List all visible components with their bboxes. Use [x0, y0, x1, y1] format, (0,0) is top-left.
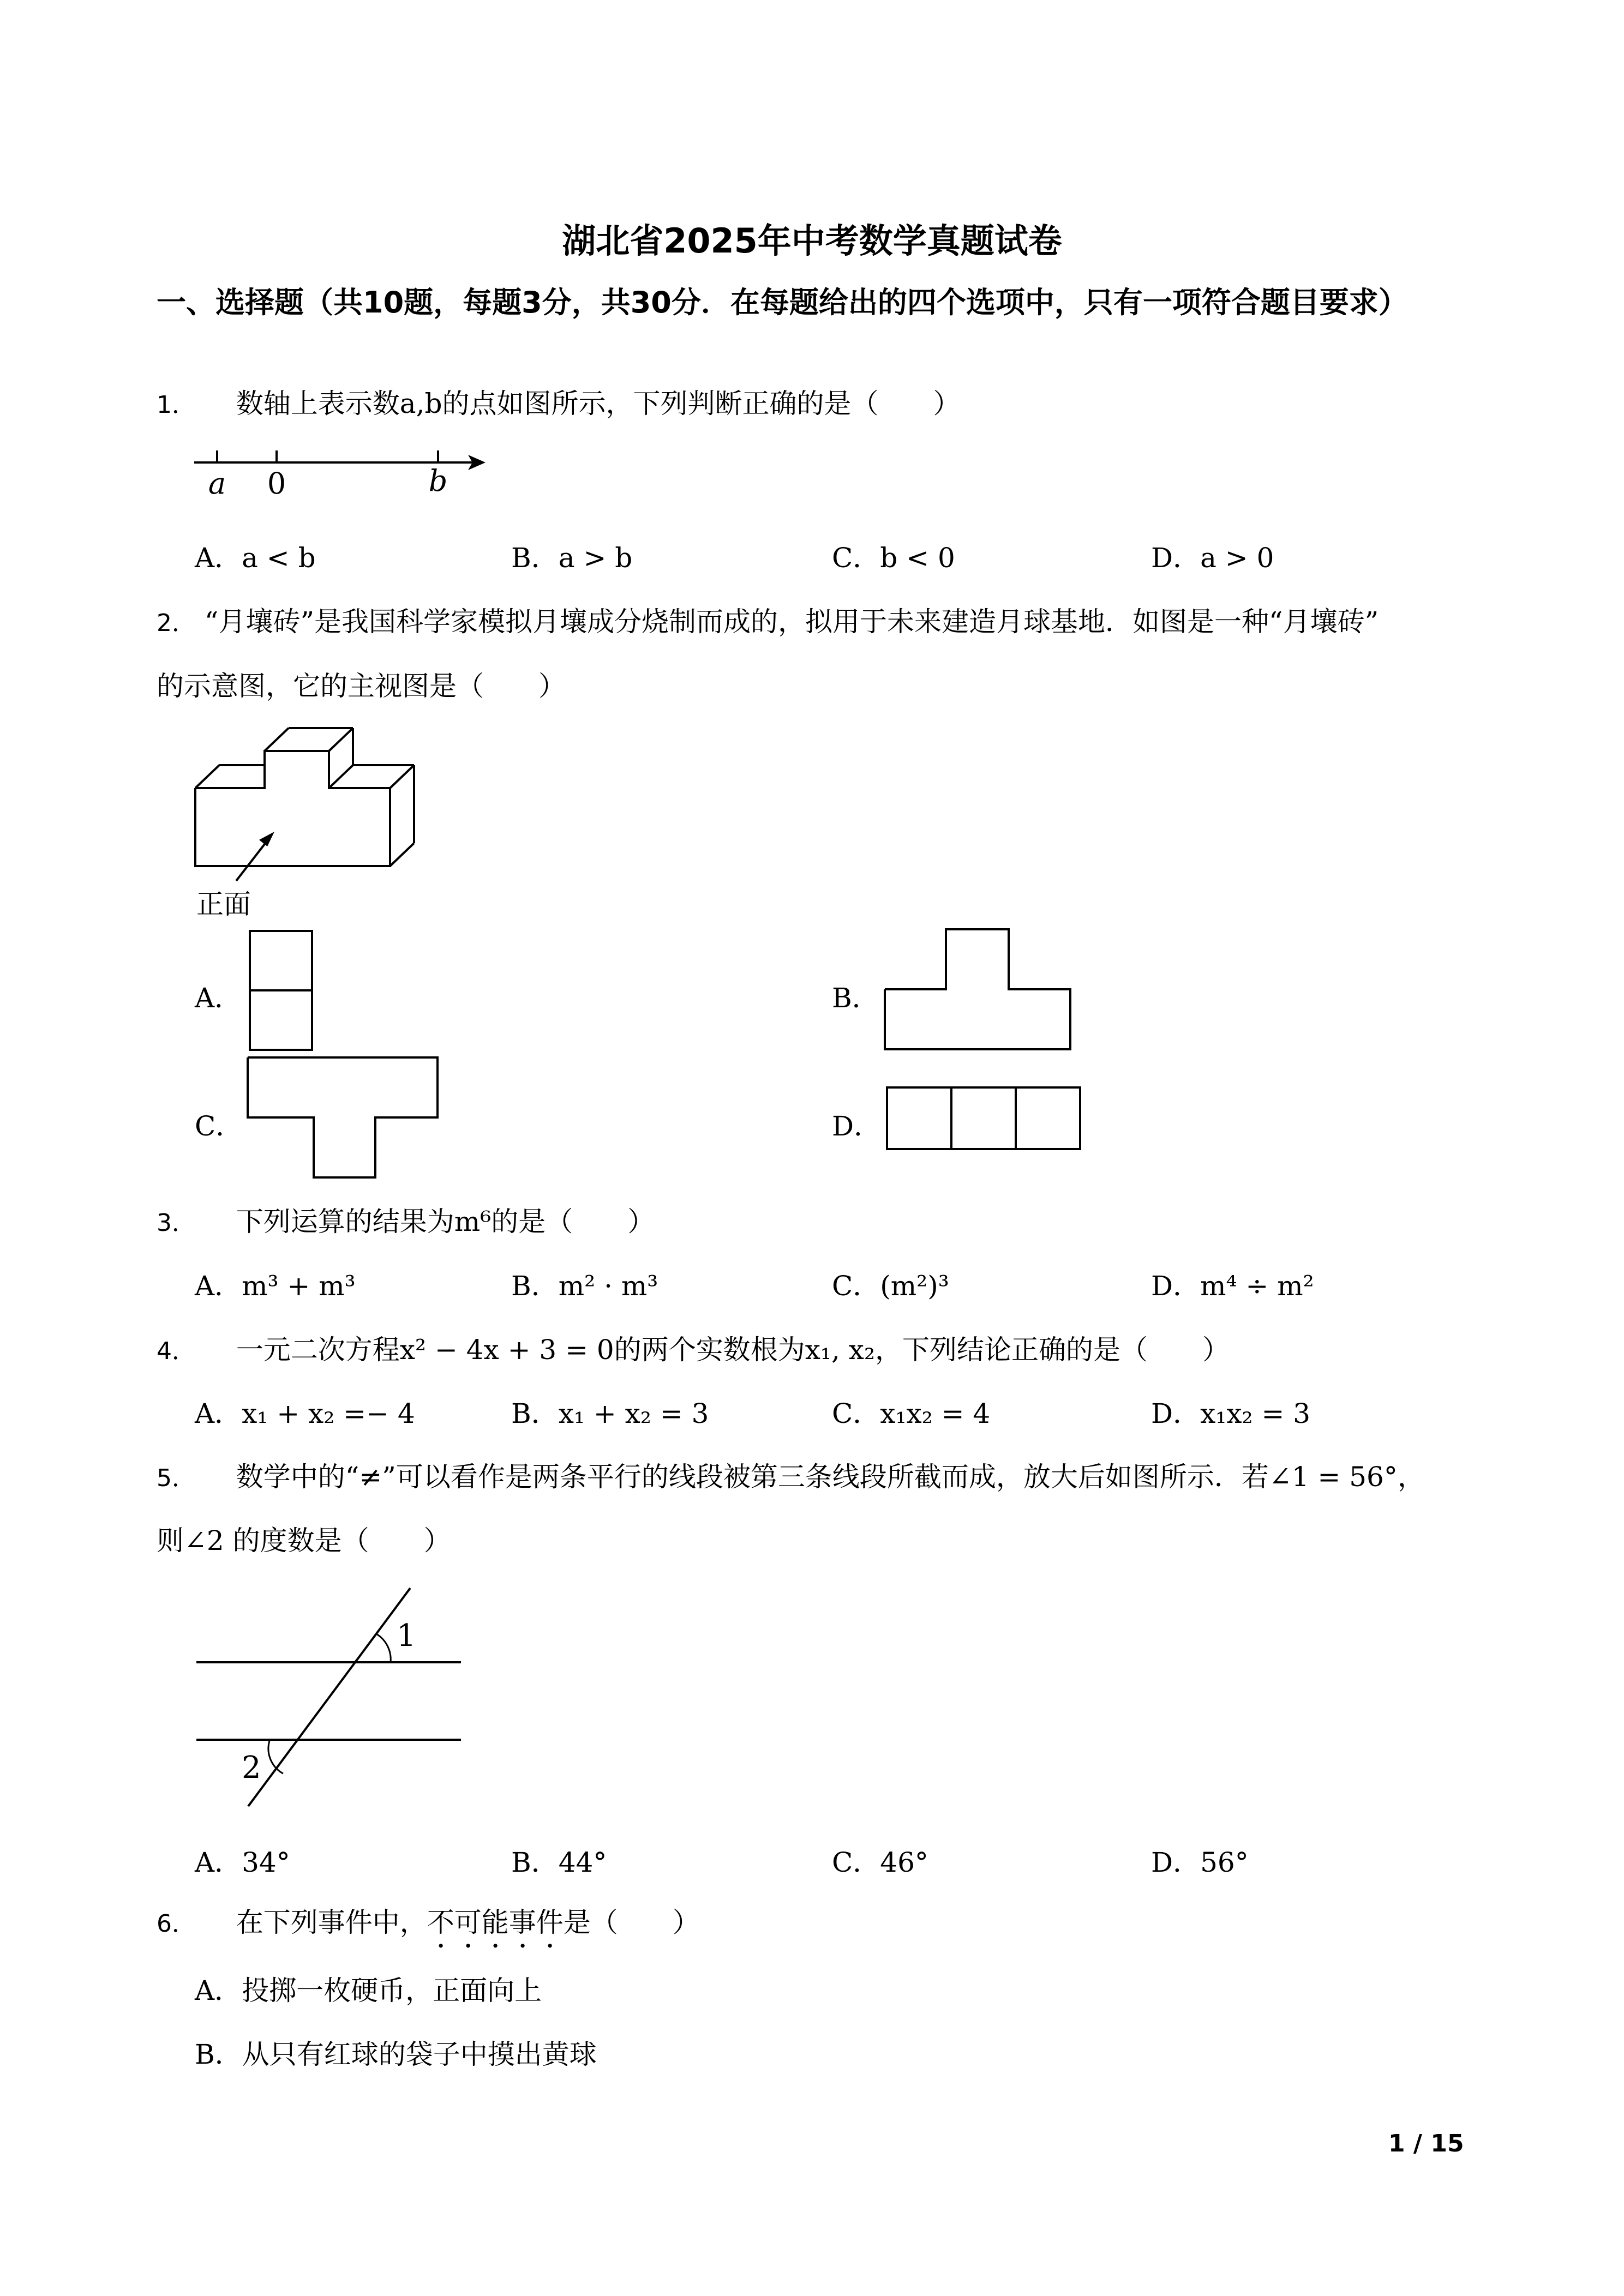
question-number: 2．: [157, 609, 196, 637]
angle1-label: 1: [397, 1618, 416, 1654]
q4-option-d[interactable]: D．x₁x₂ = 3: [1151, 1398, 1311, 1429]
question-number: 1．: [157, 391, 196, 419]
question-number: 4．: [157, 1337, 196, 1365]
question-number: 6．: [157, 1910, 196, 1938]
question-stem-before: 在下列事件中，: [236, 1907, 427, 1938]
q3-option-c[interactable]: C．(m²)³: [832, 1270, 949, 1302]
angle1-arc: [376, 1634, 391, 1662]
q1-option-c[interactable]: C．b < 0: [832, 542, 955, 574]
q2-option-a-figure: [249, 930, 314, 1053]
question-stem: 数轴上表示数a,b的点如图所示，下列判断正确的是（ ）: [236, 388, 961, 419]
front-arrow-head: [259, 832, 274, 846]
q5-option-c[interactable]: C．46°: [832, 1847, 928, 1878]
q2-option-a[interactable]: A．: [195, 982, 242, 1014]
parallel-lines-figure: [194, 1582, 466, 1811]
question-5-line2: 则∠2 的度数是（ ）: [157, 1525, 451, 1556]
q2-option-d-figure: [886, 1086, 1082, 1152]
question-stem: “月壤砖”是我国科学家模拟月壤成分烧制而成的，拟用于未来建造月球基地．如图是一种“月壤砖”: [204, 606, 1379, 638]
question-number: 3．: [157, 1209, 196, 1237]
q2-option-c-figure: [247, 1056, 443, 1182]
question-2-line1: [157, 600, 1379, 639]
q3-option-d[interactable]: D．m⁴ ÷ m²: [1151, 1270, 1314, 1302]
q4-option-a[interactable]: A．x₁ + x₂ =− 4: [195, 1398, 415, 1429]
question-2-line2: 的示意图，它的主视图是（ ）: [157, 670, 566, 702]
q2-option-b[interactable]: B．: [832, 982, 879, 1014]
page-title: 湖北省2025年中考数学真题试卷: [562, 221, 1062, 261]
moon-brick-figure: [194, 723, 428, 930]
section-heading: 一、选择题（共10题，每题3分，共30分．在每题给出的四个选项中，只有一项符合题目要求）: [157, 285, 1408, 320]
label-a: a: [208, 466, 226, 501]
label-b: b: [428, 464, 448, 498]
question-6: [157, 1901, 700, 1954]
question-3: [157, 1200, 655, 1239]
question-5-line1: [157, 1455, 1425, 1494]
q1-option-a[interactable]: A．a < b: [195, 542, 316, 574]
label-zero: 0: [267, 466, 286, 501]
angle2-label: 2: [242, 1750, 261, 1786]
number-line-figure: [191, 436, 496, 502]
question-stem-emphasis: 不可能事件: [427, 1907, 564, 1938]
q6-option-b[interactable]: B．从只有红球的袋子中摸出黄球: [195, 2039, 597, 2070]
q3-option-b[interactable]: B．m² · m³: [511, 1270, 658, 1302]
question-1: [157, 382, 961, 421]
question-stem: 下列运算的结果为m⁶的是（ ）: [236, 1206, 655, 1237]
front-label: 正面: [196, 888, 251, 920]
question-number: 5．: [157, 1464, 196, 1492]
q2-option-d[interactable]: D．: [832, 1110, 882, 1142]
q1-option-b[interactable]: B．a > b: [511, 542, 633, 574]
q6-option-a[interactable]: A．投掷一枚硬币，正面向上: [195, 1975, 542, 2006]
q2-option-b-figure: [884, 928, 1075, 1051]
q5-option-b[interactable]: B．44°: [511, 1847, 607, 1878]
q4-option-b[interactable]: B．x₁ + x₂ = 3: [511, 1398, 709, 1429]
question-stem-after: 是（ ）: [563, 1907, 700, 1938]
transversal: [248, 1588, 410, 1806]
question-stem: 数学中的“≠”可以看作是两条平行的线段被第三条线段所截而成，放大后如图所示．若∠1 = 56°，: [236, 1461, 1425, 1493]
q5-option-d[interactable]: D．56°: [1151, 1847, 1249, 1878]
q5-option-a[interactable]: A．34°: [195, 1847, 290, 1878]
angle2-arc: [268, 1741, 283, 1774]
q1-option-d[interactable]: D．a > 0: [1151, 542, 1274, 574]
question-4: [157, 1328, 1230, 1367]
question-stem: 一元二次方程x² − 4x + 3 = 0的两个实数根为x₁, x₂，下列结论正确的是（ ）: [236, 1334, 1230, 1366]
q2-option-c[interactable]: C．: [195, 1110, 243, 1142]
q3-option-a[interactable]: A．m³ + m³: [195, 1270, 356, 1302]
page-number: 1 / 15: [1388, 2130, 1464, 2157]
q4-option-c[interactable]: C．x₁x₂ = 4: [832, 1398, 991, 1429]
